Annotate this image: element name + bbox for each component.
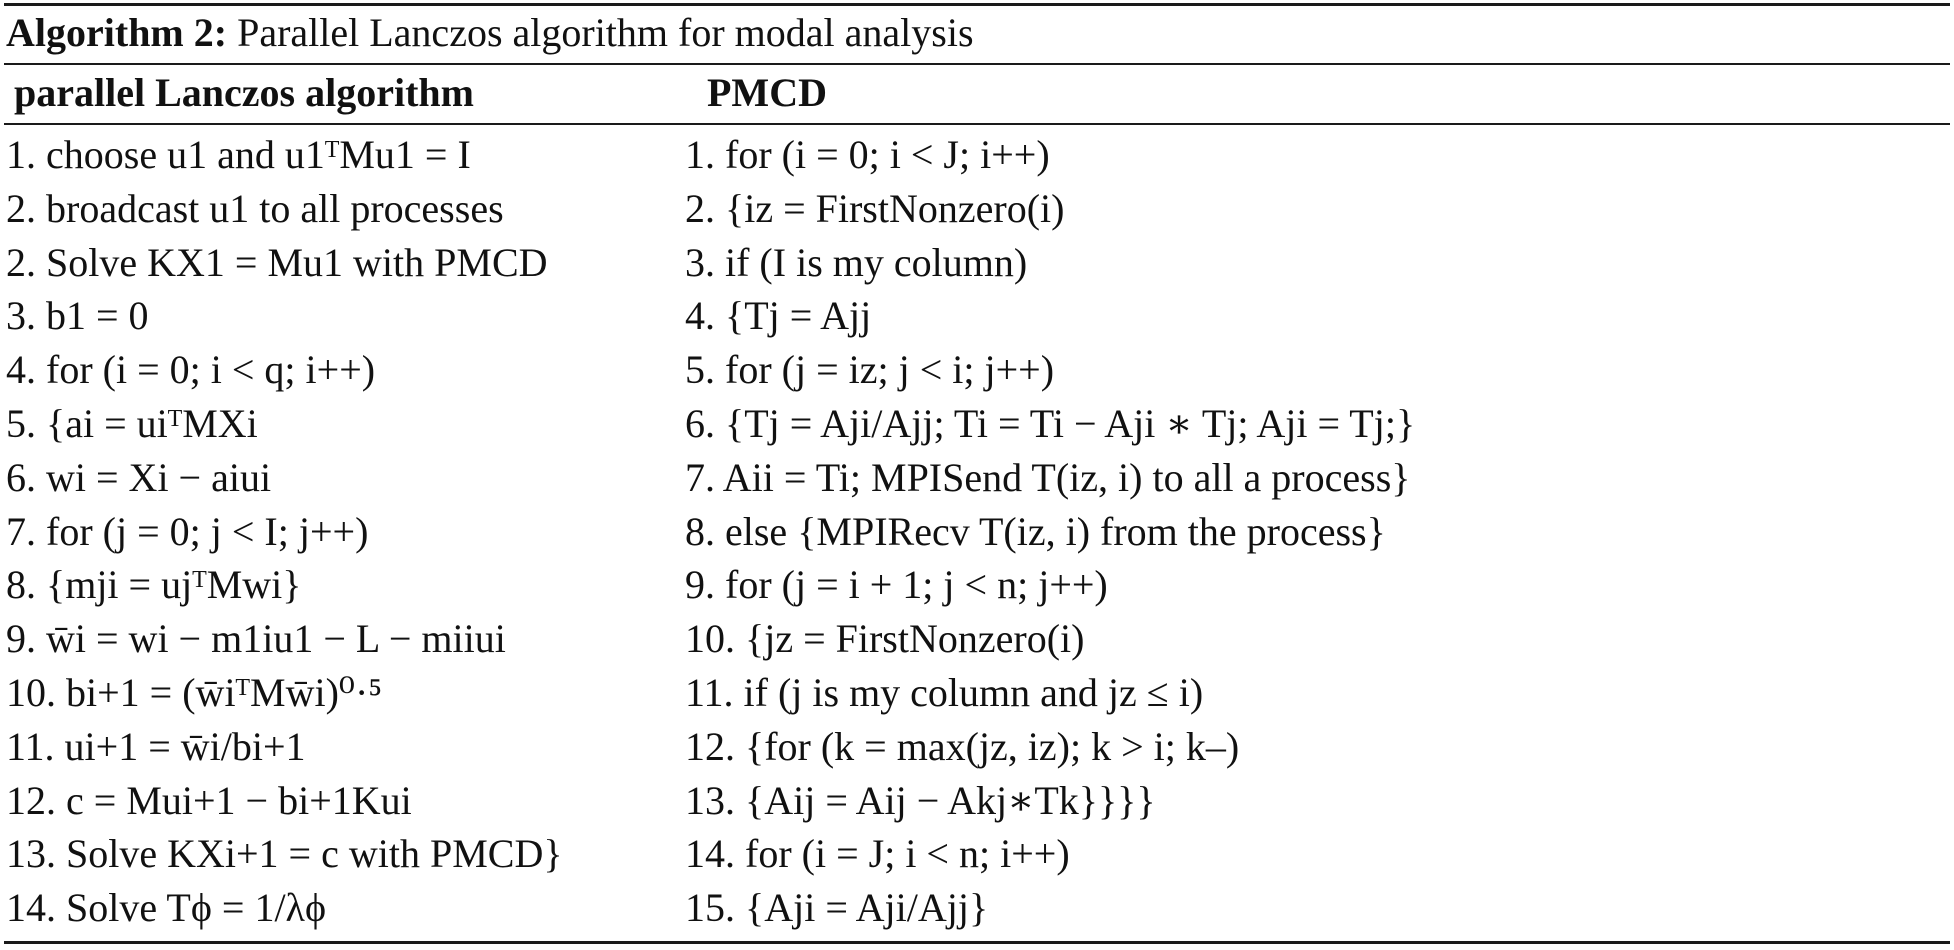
pmcd-step: 3. if (I is my column) [685,239,1028,285]
lanczos-step: 11. ui+1 = w̄i/bi+1 [6,723,306,769]
lanczos-step: 2. broadcast u1 to all processes [6,185,504,231]
lanczos-step: 13. Solve KXi+1 = c with PMCD} [6,831,563,877]
pmcd-step: 10. {jz = FirstNonzero(i) [685,616,1085,662]
lanczos-step: 8. {mji = ujᵀMwi} [6,562,302,608]
lanczos-step: 1. choose u1 and u1ᵀMu1 = I [6,132,471,177]
pmcd-step: 9. for (j = i + 1; j < n; j++) [685,562,1108,608]
lanczos-step: 4. for (i = 0; i < q; i++) [6,347,376,393]
pmcd-step: 11. if (j is my column and jz ≤ i) [685,669,1204,715]
lanczos-step: 6. wi = Xi − aiui [6,454,272,500]
lanczos-steps-list [6,128,563,935]
caption-divider [4,63,1950,65]
pmcd-step: 5. for (j = iz; j < i; j++) [685,347,1055,393]
lanczos-step: 9. w̄i = wi − m1iu1 − L − miiui [6,616,506,662]
pmcd-step: 4. {Tj = Ajj [685,293,872,339]
pmcd-step: 6. {Tj = Aji/Ajj; Ti = Ti − Aji ∗ Tj; Aji = Tj;} [685,400,1416,446]
pmcd-step: 12. {for (k = max(jz, iz); k > i; k–) [685,723,1240,769]
caption-label: Algorithm 2: [6,10,228,55]
pmcd-step: 14. for (i = J; i < n; i++) [685,831,1070,877]
pmcd-step: 1. for (i = 0; i < J; i++) [685,132,1050,177]
pmcd-step: 8. else {MPIRecv T(iz, i) from the process} [685,508,1386,554]
algorithm-caption [6,8,974,58]
lanczos-step: 7. for (j = 0; j < I; j++) [6,508,369,554]
lanczos-step: 5. {ai = uiᵀMXi [6,400,258,446]
pmcd-steps-list [685,128,1415,935]
pmcd-step: 13. {Aij = Aij − Akj∗Tk}}}} [685,777,1156,823]
top-rule [4,3,1950,6]
caption-text: Parallel Lanczos algorithm for modal analysis [227,10,974,55]
header-divider [4,123,1950,125]
lanczos-step: 2. Solve KX1 = Mu1 with PMCD [6,239,548,285]
lanczos-step: 3. b1 = 0 [6,293,149,339]
pmcd-step: 2. {iz = FirstNonzero(i) [685,185,1065,231]
bottom-rule [4,941,1950,944]
lanczos-step: 10. bi+1 = (w̄iᵀMw̄i)⁰·⁵ [6,669,383,715]
right-column-header: PMCD [707,70,827,115]
lanczos-step: 12. c = Mui+1 − bi+1Kui [6,777,412,823]
pmcd-step: 7. Aii = Ti; MPISend T(iz, i) to all a process} [685,454,1411,500]
left-column-header: parallel Lanczos algorithm [14,70,474,115]
pmcd-step: 15. {Aji = Aji/Ajj} [685,885,989,931]
lanczos-step: 14. Solve Tϕ = 1/λϕ [6,885,326,931]
